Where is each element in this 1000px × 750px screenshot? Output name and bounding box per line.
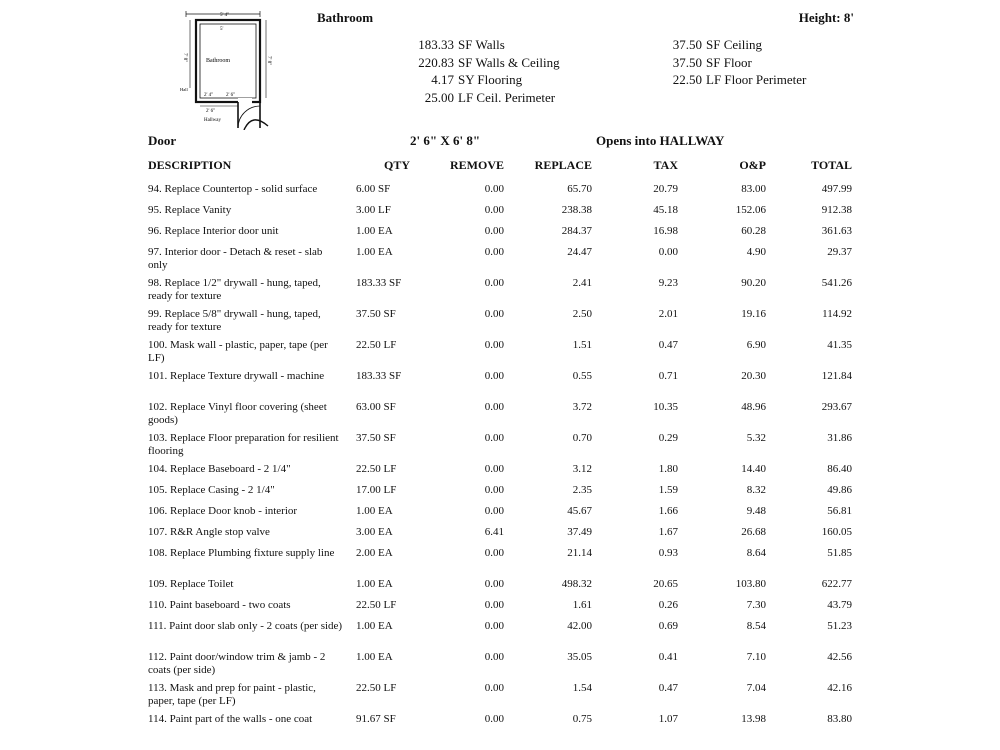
- row-remove: 0.00: [484, 277, 504, 289]
- row-total: 31.86: [827, 432, 852, 444]
- row-remove: 0.00: [484, 308, 504, 320]
- row-qty: 63.00 SF: [356, 401, 396, 413]
- row-op: 7.10: [746, 651, 766, 663]
- row-replace: 21.14: [567, 547, 592, 559]
- row-qty: 91.67 SF: [356, 713, 396, 725]
- row-tax: 0.26: [658, 599, 678, 611]
- door-opens-into: Opens into HALLWAY: [596, 133, 725, 148]
- row-replace: 0.55: [572, 370, 592, 382]
- row-op: 5.32: [746, 432, 766, 444]
- row-qty: 37.50 SF: [356, 308, 396, 320]
- measurement-row: 4.17 SY Flooring: [431, 72, 523, 87]
- row-replace: 0.70: [572, 432, 592, 444]
- table-row: [0, 337, 1000, 368]
- row-op: 8.64: [746, 547, 766, 559]
- row-replace: 65.70: [567, 183, 592, 195]
- row-remove: 0.00: [484, 484, 504, 496]
- row-tax: 9.23: [658, 277, 678, 289]
- row-total: 42.56: [827, 651, 852, 663]
- row-qty: 6.00 SF: [356, 183, 391, 195]
- row-description: 98. Replace 1/2" drywall - hung, taped, ready for texture: [148, 277, 321, 302]
- row-qty: 22.50 LF: [356, 463, 397, 475]
- row-op: 20.30: [741, 370, 766, 382]
- row-op: 48.96: [741, 401, 766, 413]
- row-total: 43.79: [827, 599, 852, 611]
- row-tax: 0.47: [658, 682, 678, 694]
- row-total: 293.67: [821, 401, 852, 413]
- row-description: 99. Replace 5/8" drywall - hung, taped, ready for texture: [148, 308, 321, 333]
- inner-top-dimension: 5': [220, 27, 224, 32]
- row-replace: 1.54: [572, 682, 592, 694]
- row-tax: 16.98: [653, 225, 678, 237]
- row-qty: 1.00 EA: [356, 505, 393, 517]
- bottom-left-dimension: 2' 4": [204, 93, 214, 98]
- row-replace: 498.32: [561, 578, 592, 590]
- row-total: 361.63: [821, 225, 852, 237]
- table-row: [0, 545, 1000, 576]
- row-description: 94. Replace Countertop - solid surface: [148, 183, 318, 195]
- door-dimension: 2' 6": [206, 109, 216, 114]
- row-remove: 0.00: [484, 246, 504, 258]
- row-total: 622.77: [821, 578, 852, 590]
- row-description: 112. Paint door/window trim & jamb - 2 coats (per side): [148, 651, 326, 676]
- measurement-row: 37.50 SF Ceiling: [672, 37, 762, 52]
- row-description: 105. Replace Casing - 2 1/4": [148, 484, 275, 496]
- line-items: [0, 181, 1000, 732]
- row-replace: 35.05: [567, 651, 592, 663]
- left-dimension: 7' 8": [182, 53, 187, 63]
- table-row: [0, 223, 1000, 244]
- door-label: Door: [148, 133, 177, 148]
- row-tax: 20.79: [653, 183, 678, 195]
- row-remove: 0.00: [484, 713, 504, 725]
- row-remove: 0.00: [484, 183, 504, 195]
- header-op: O&P: [739, 158, 766, 172]
- row-description: 100. Mask wall - plastic, paper, tape (per LF): [148, 339, 328, 364]
- row-description: 101. Replace Texture drywall - machine: [148, 370, 325, 382]
- row-description: 107. R&R Angle stop valve: [148, 526, 270, 538]
- header-replace: REPLACE: [534, 158, 592, 172]
- row-description: 108. Replace Plumbing fixture supply line: [148, 547, 335, 559]
- table-row: [0, 461, 1000, 482]
- row-replace: 45.67: [567, 505, 592, 517]
- row-tax: 1.67: [658, 526, 678, 538]
- side-label: Hall: [180, 87, 188, 92]
- row-qty: 1.00 EA: [356, 225, 393, 237]
- header-remove: REMOVE: [450, 158, 504, 172]
- row-replace: 284.37: [561, 225, 592, 237]
- row-description: 96. Replace Interior door unit: [148, 225, 279, 237]
- row-remove: 0.00: [484, 204, 504, 216]
- right-dimension: 7' 8": [266, 56, 271, 66]
- table-row: [0, 597, 1000, 618]
- row-qty: 2.00 EA: [356, 547, 393, 559]
- table-row: [0, 680, 1000, 711]
- floor-plan-sketch: [178, 8, 273, 130]
- measurement-row: 220.83 SF Walls & Ceiling: [418, 54, 560, 70]
- row-op: 26.68: [741, 526, 766, 538]
- floor-plan-drawing: [178, 8, 273, 130]
- row-total: 41.35: [827, 339, 852, 351]
- row-op: 13.98: [741, 713, 766, 725]
- row-description: 106. Replace Door knob - interior: [148, 505, 298, 517]
- row-tax: 0.00: [658, 246, 678, 258]
- table-row: [0, 306, 1000, 337]
- table-row: [0, 576, 1000, 597]
- row-total: 56.81: [827, 505, 852, 517]
- row-qty: 22.50 LF: [356, 599, 397, 611]
- row-replace: 3.12: [572, 463, 592, 475]
- measurement-row: 22.50 LF Floor Perimeter: [672, 72, 807, 87]
- row-remove: 0.00: [484, 682, 504, 694]
- measurement-row: 25.00 LF Ceil. Perimeter: [424, 89, 556, 105]
- row-description: 102. Replace Vinyl floor covering (sheet goods): [148, 401, 327, 426]
- row-remove: 0.00: [484, 505, 504, 517]
- row-op: 7.30: [746, 599, 766, 611]
- row-total: 29.37: [827, 246, 852, 258]
- row-remove: 0.00: [484, 339, 504, 351]
- row-replace: 2.50: [572, 308, 592, 320]
- row-tax: 1.66: [658, 505, 678, 517]
- row-description: 114. Paint part of the walls - one coat: [148, 713, 313, 725]
- row-description: 104. Replace Baseboard - 2 1/4": [148, 463, 291, 475]
- row-op: 8.54: [746, 620, 766, 632]
- row-total: 121.84: [821, 370, 852, 382]
- row-replace: 1.61: [572, 599, 592, 611]
- row-total: 42.16: [827, 682, 852, 694]
- row-op: 9.48: [746, 505, 766, 517]
- row-total: 51.85: [827, 547, 852, 559]
- table-header: [0, 158, 1000, 174]
- row-total: 114.92: [822, 308, 852, 320]
- row-total: 912.38: [821, 204, 852, 216]
- table-row: [0, 618, 1000, 649]
- row-replace: 42.00: [567, 620, 592, 632]
- row-description: 110. Paint baseboard - two coats: [148, 599, 291, 611]
- row-description: 111. Paint door slab only - 2 coats (per side): [148, 620, 343, 632]
- bottom-right-dimension: 2' 6": [226, 93, 236, 98]
- room-height: Height: 8': [798, 10, 854, 25]
- row-description: 103. Replace Floor preparation for resilient flooring: [148, 432, 339, 457]
- row-tax: 45.18: [653, 204, 678, 216]
- row-tax: 1.59: [658, 484, 678, 496]
- table-row: [0, 711, 1000, 732]
- row-total: 86.40: [827, 463, 852, 475]
- hallway-label: Hallway: [204, 118, 221, 123]
- row-replace: 37.49: [567, 526, 592, 538]
- row-remove: 0.00: [484, 620, 504, 632]
- row-total: 541.26: [821, 277, 852, 289]
- row-description: 95. Replace Vanity: [148, 204, 232, 216]
- row-qty: 183.33 SF: [356, 370, 402, 382]
- row-qty: 1.00 EA: [356, 578, 393, 590]
- measurement-row: 183.33 SF Walls: [418, 37, 505, 52]
- row-op: 8.32: [746, 484, 766, 496]
- row-remove: 0.00: [484, 547, 504, 559]
- row-op: 14.40: [741, 463, 766, 475]
- door-size: 2' 6" X 6' 8": [410, 133, 481, 148]
- table-row: [0, 649, 1000, 680]
- table-row: [0, 503, 1000, 524]
- row-total: 51.23: [827, 620, 852, 632]
- row-op: 7.04: [746, 682, 766, 694]
- row-remove: 0.00: [484, 225, 504, 237]
- row-tax: 2.01: [658, 308, 678, 320]
- row-replace: 238.38: [561, 204, 592, 216]
- row-remove: 0.00: [484, 463, 504, 475]
- row-tax: 0.93: [658, 547, 678, 559]
- header-tax: TAX: [653, 158, 678, 172]
- row-total: 160.05: [821, 526, 852, 538]
- row-op: 83.00: [741, 183, 766, 195]
- row-replace: 1.51: [572, 339, 592, 351]
- row-replace: 2.41: [572, 277, 592, 289]
- row-qty: 17.00 LF: [356, 484, 397, 496]
- row-qty: 3.00 EA: [356, 526, 393, 538]
- row-description: 113. Mask and prep for paint - plastic, paper, tape (per LF): [148, 682, 316, 707]
- table-row: [0, 399, 1000, 430]
- table-row: [0, 430, 1000, 461]
- row-qty: 1.00 EA: [356, 620, 393, 632]
- measurement-row: 37.50 SF Floor: [672, 54, 752, 70]
- row-op: 103.80: [735, 578, 766, 590]
- row-qty: 37.50 SF: [356, 432, 396, 444]
- row-tax: 0.71: [658, 370, 678, 382]
- row-remove: 6.41: [484, 526, 504, 538]
- table-row: [0, 524, 1000, 545]
- row-qty: 22.50 LF: [356, 682, 397, 694]
- row-description: 109. Replace Toilet: [148, 578, 234, 590]
- row-replace: 3.72: [572, 401, 592, 413]
- row-total: 497.99: [821, 183, 852, 195]
- row-remove: 0.00: [484, 651, 504, 663]
- measurements-right: [650, 36, 890, 89]
- row-op: 4.90: [746, 246, 766, 258]
- table-row: [0, 202, 1000, 223]
- row-tax: 10.35: [653, 401, 678, 413]
- row-remove: 0.00: [484, 432, 504, 444]
- row-tax: 20.65: [653, 578, 678, 590]
- row-tax: 0.41: [658, 651, 678, 663]
- row-replace: 0.75: [572, 713, 592, 725]
- row-tax: 0.29: [658, 432, 678, 444]
- row-total: 83.80: [827, 713, 852, 725]
- row-remove: 0.00: [484, 578, 504, 590]
- row-tax: 1.80: [658, 463, 678, 475]
- room-name: Bathroom: [317, 10, 374, 25]
- row-qty: 22.50 LF: [356, 339, 397, 351]
- row-qty: 1.00 EA: [356, 246, 393, 258]
- row-remove: 0.00: [484, 599, 504, 611]
- measurements-left: [370, 36, 610, 106]
- row-total: 49.86: [827, 484, 852, 496]
- row-op: 19.16: [741, 308, 766, 320]
- row-tax: 0.47: [658, 339, 678, 351]
- row-tax: 0.69: [658, 620, 678, 632]
- row-qty: 3.00 LF: [356, 204, 391, 216]
- room-label: Bathroom: [206, 58, 230, 64]
- table-row: [0, 181, 1000, 202]
- row-description: 97. Interior door - Detach & reset - slab only: [148, 246, 323, 271]
- table-row: [0, 368, 1000, 399]
- table-row: [0, 482, 1000, 503]
- top-dimension: 5' 4": [220, 13, 230, 18]
- header-description: DESCRIPTION: [148, 158, 232, 172]
- row-tax: 1.07: [658, 713, 678, 725]
- row-qty: 183.33 SF: [356, 277, 402, 289]
- row-op: 6.90: [746, 339, 766, 351]
- row-replace: 24.47: [567, 246, 592, 258]
- table-row: [0, 275, 1000, 306]
- row-op: 152.06: [735, 204, 766, 216]
- row-op: 60.28: [741, 225, 766, 237]
- header-total: TOTAL: [811, 158, 852, 172]
- row-remove: 0.00: [484, 370, 504, 382]
- header-qty: QTY: [383, 158, 410, 172]
- table-row: [0, 244, 1000, 275]
- row-qty: 1.00 EA: [356, 651, 393, 663]
- row-remove: 0.00: [484, 401, 504, 413]
- row-replace: 2.35: [572, 484, 592, 496]
- row-op: 90.20: [741, 277, 766, 289]
